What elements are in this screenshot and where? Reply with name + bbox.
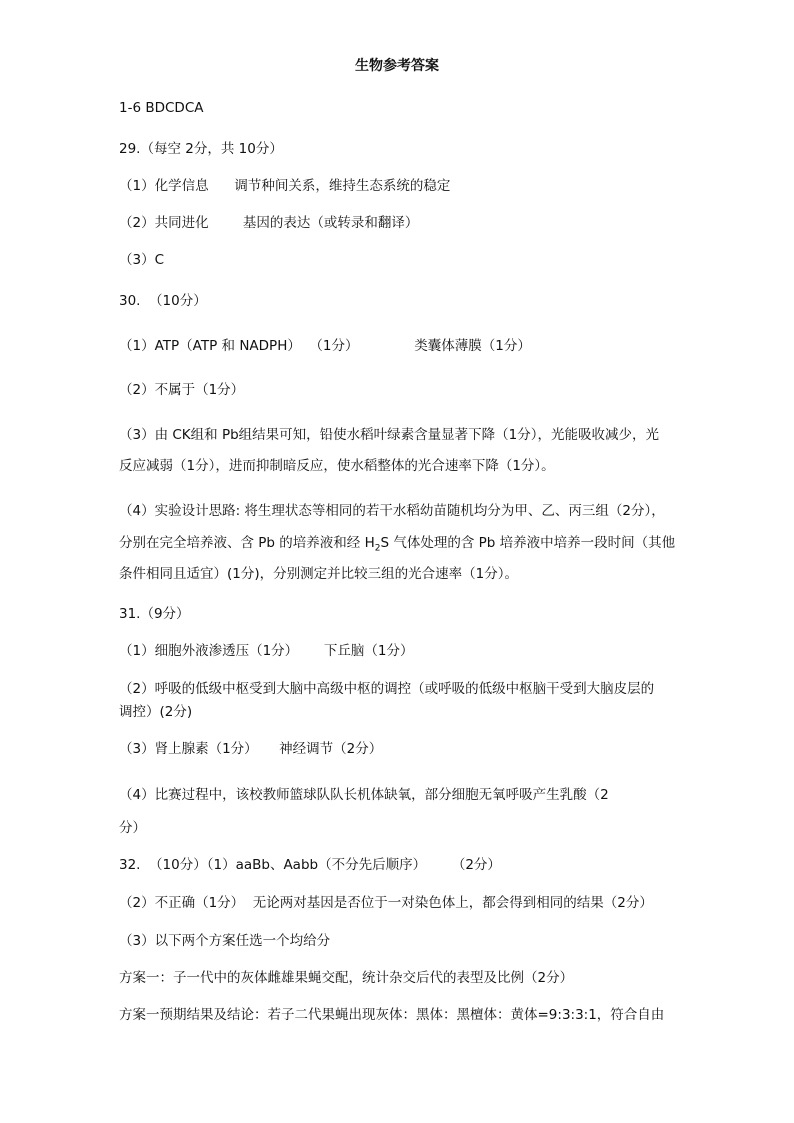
- q29-heading: 29.（每空 2分，共 10分）: [119, 141, 283, 157]
- q31-answer-2-line-1: （2）呼吸的低级中枢受到大脑中高级中枢的调控（或呼吸的低级中枢脑干受到大脑皮层的: [119, 681, 655, 697]
- q32-answer-2: （2）不正确（1分） 无论两对基因是否位于一对染色体上，都会得到相同的结果（2分）: [119, 895, 653, 911]
- h2s-subscript: 2: [374, 543, 381, 554]
- q30-answer-3-line-1: （3）由 CK组和 Pb组结果可知，铅使水稻叶绿素含量显著下降（1分），光能吸收减少，光: [119, 427, 659, 443]
- q29-answer-2: （2）共同进化 基因的表达（或转录和翻译）: [119, 215, 419, 231]
- choice-answers: 1-6 BDCDCA: [119, 100, 204, 116]
- q30-answer-4-line-1: （4）实验设计思路: 将生理状态等相同的若干水稻幼苗随机均分为甲、乙、丙三组（2分），: [119, 503, 665, 519]
- q29-answer-3: （3）C: [119, 252, 165, 268]
- page-title: 生物参考答案: [355, 58, 439, 74]
- q32-answer-3: （3）以下两个方案任选一个均给分: [119, 933, 331, 949]
- q31-answer-4-line-2: 分）: [119, 820, 146, 836]
- q30-heading: 30. （10分）: [119, 293, 207, 309]
- q31-heading: 31.（9分）: [119, 606, 190, 622]
- q32-plan-1: 方案一：子一代中的灰体雌雄果蝇交配，统计杂交后代的表型及比例（2分）: [119, 970, 574, 986]
- q31-answer-4-line-1: （4）比赛过程中，该校教师篮球队队长机体缺氧，部分细胞无氧呼吸产生乳酸（2: [119, 787, 609, 803]
- q30-answer-2: （2）不属于（1分）: [119, 382, 245, 398]
- q31-answer-2-line-2: 调控）(2分): [119, 704, 193, 720]
- q29-answer-1: （1）化学信息 调节种间关系，维持生态系统的稳定: [119, 178, 451, 194]
- q31-answer-1: （1）细胞外液渗透压（1分） 下丘脑（1分）: [119, 643, 414, 659]
- q30-answer-4-line-3: 条件相同且适宜）(1分)，分别测定并比较三组的光合速率（1分）。: [119, 566, 518, 582]
- q30-answer-4-line-2: [119, 535, 675, 554]
- q30-answer-3-line-2: 反应减弱（1分），进而抑制暗反应，使水稻整体的光合速率下降（1分）。: [119, 458, 555, 474]
- q30-answer-4-line-2-pre: 分别在完全培养液、含 Pb 的培养液和经 H: [119, 535, 375, 551]
- q32-plan-1-result: 方案一预期结果及结论：若子二代果蝇出现灰体：黑体：黑檀体：黄体=9:3:3:1，符合自由: [119, 1007, 665, 1023]
- q32-heading: 32. （10分）（1）aaBb、Aabb（不分先后顺序） （2分）: [119, 857, 501, 873]
- q31-answer-3: （3）肾上腺素（1分） 神经调节（2分）: [119, 741, 383, 757]
- q30-answer-1: （1）ATP（ATP 和 NADPH） （1分） 类囊体薄膜（1分）: [119, 338, 531, 354]
- q30-answer-4-line-2-post: S 气体处理的含 Pb 培养液中培养一段时间（其他: [380, 535, 676, 551]
